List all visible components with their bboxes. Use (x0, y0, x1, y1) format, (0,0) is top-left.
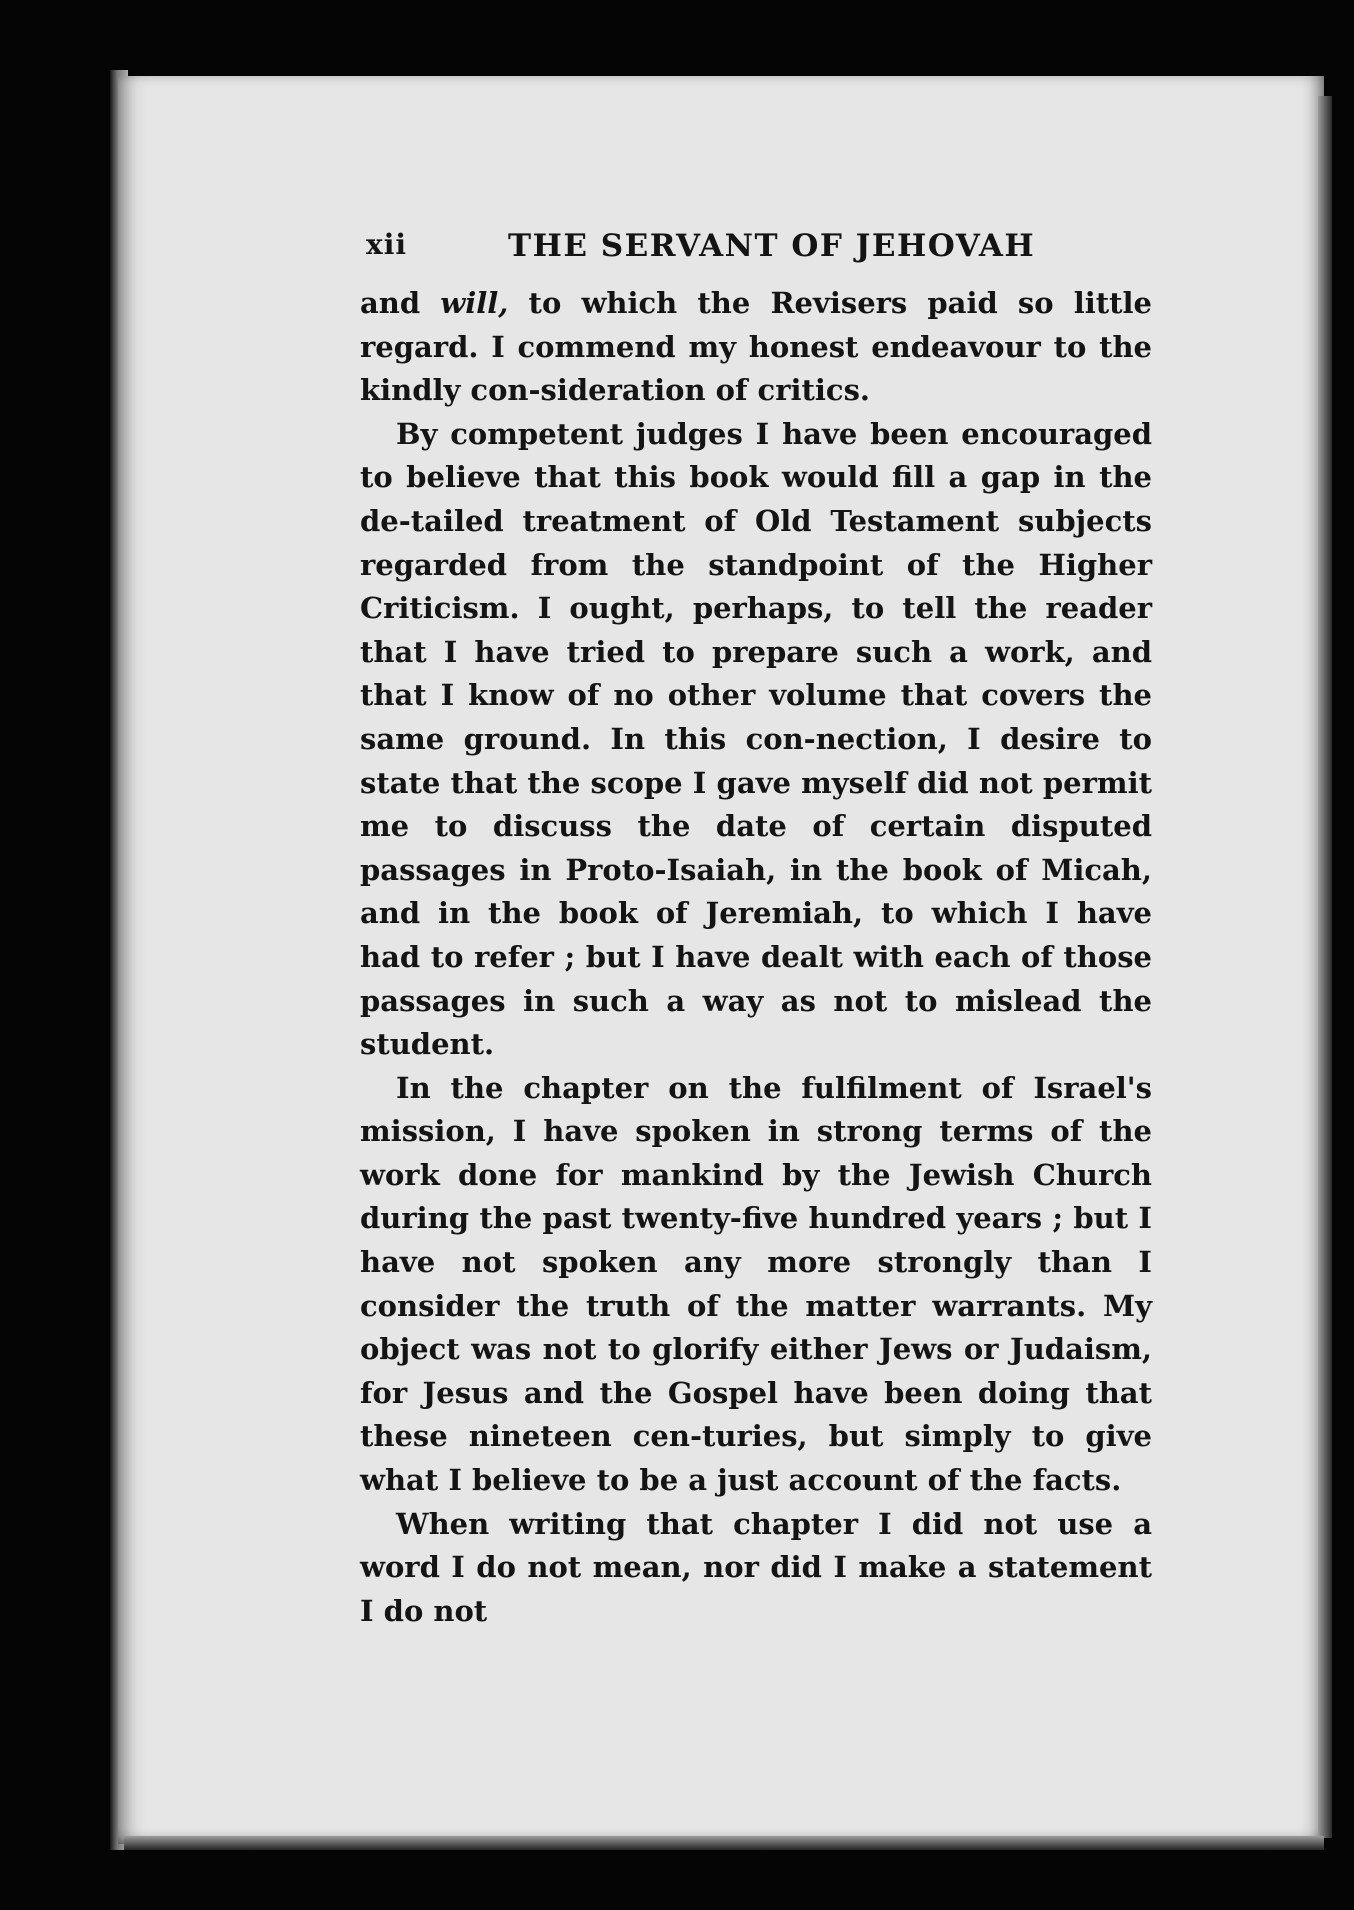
paragraph-when-writing: When writing that chapter I did not use a word I do not mean, nor did I make a statement I do not (360, 1506, 1152, 1628)
page-bottom-edge (124, 1836, 1324, 1850)
running-title: THE SERVANT OF JEHOVAH (508, 228, 1036, 264)
page-text-block (360, 222, 1152, 1633)
paragraph-rest: to which the Revisers paid so little regard. I commend my honest endeavour to the kindly con-sideration of critics. (360, 286, 1152, 408)
page-number: xii (366, 228, 407, 261)
paragraph-competent-judges: By competent judges I have been encouraged to believe that this book would fill a gap in the de-tailed treatment of Old Testament subjects regarded from the standpoint of the Higher Criticism. I ought, perhaps, to tell the reader that I have tried to prepare such a work, and that I know of no other volume that covers the same ground. In this con-nection, I desire to state that the scope I gave myself did not permit me to discuss the date of certain disputed passages in Proto-Isaiah, in the book of Micah, and in the book of Jeremiah, to which I have had to refer ; but I have dealt with each of those passages in such a way as not to mislead the student. (360, 416, 1152, 1062)
page-right-edge (1318, 96, 1332, 1838)
running-head (360, 222, 1152, 282)
paragraph-lead: and (360, 286, 441, 320)
italic-word: will, (440, 286, 509, 320)
paragraph-israel-mission: In the chapter on the fulfilment of Israel's mission, I have spoken in strong terms of the work done for mankind by the Jewish Church during the past twenty-five hundred years ; but I have not spoken any more strongly than I consider the truth of the matter warrants. My object was not to glorify either Jews or Judaism, for Jesus and the Gospel have been doing that these nineteen cen-turies, but simply to give what I believe to be a just account of the facts. (360, 1070, 1152, 1498)
paragraph-continued (360, 282, 1152, 413)
